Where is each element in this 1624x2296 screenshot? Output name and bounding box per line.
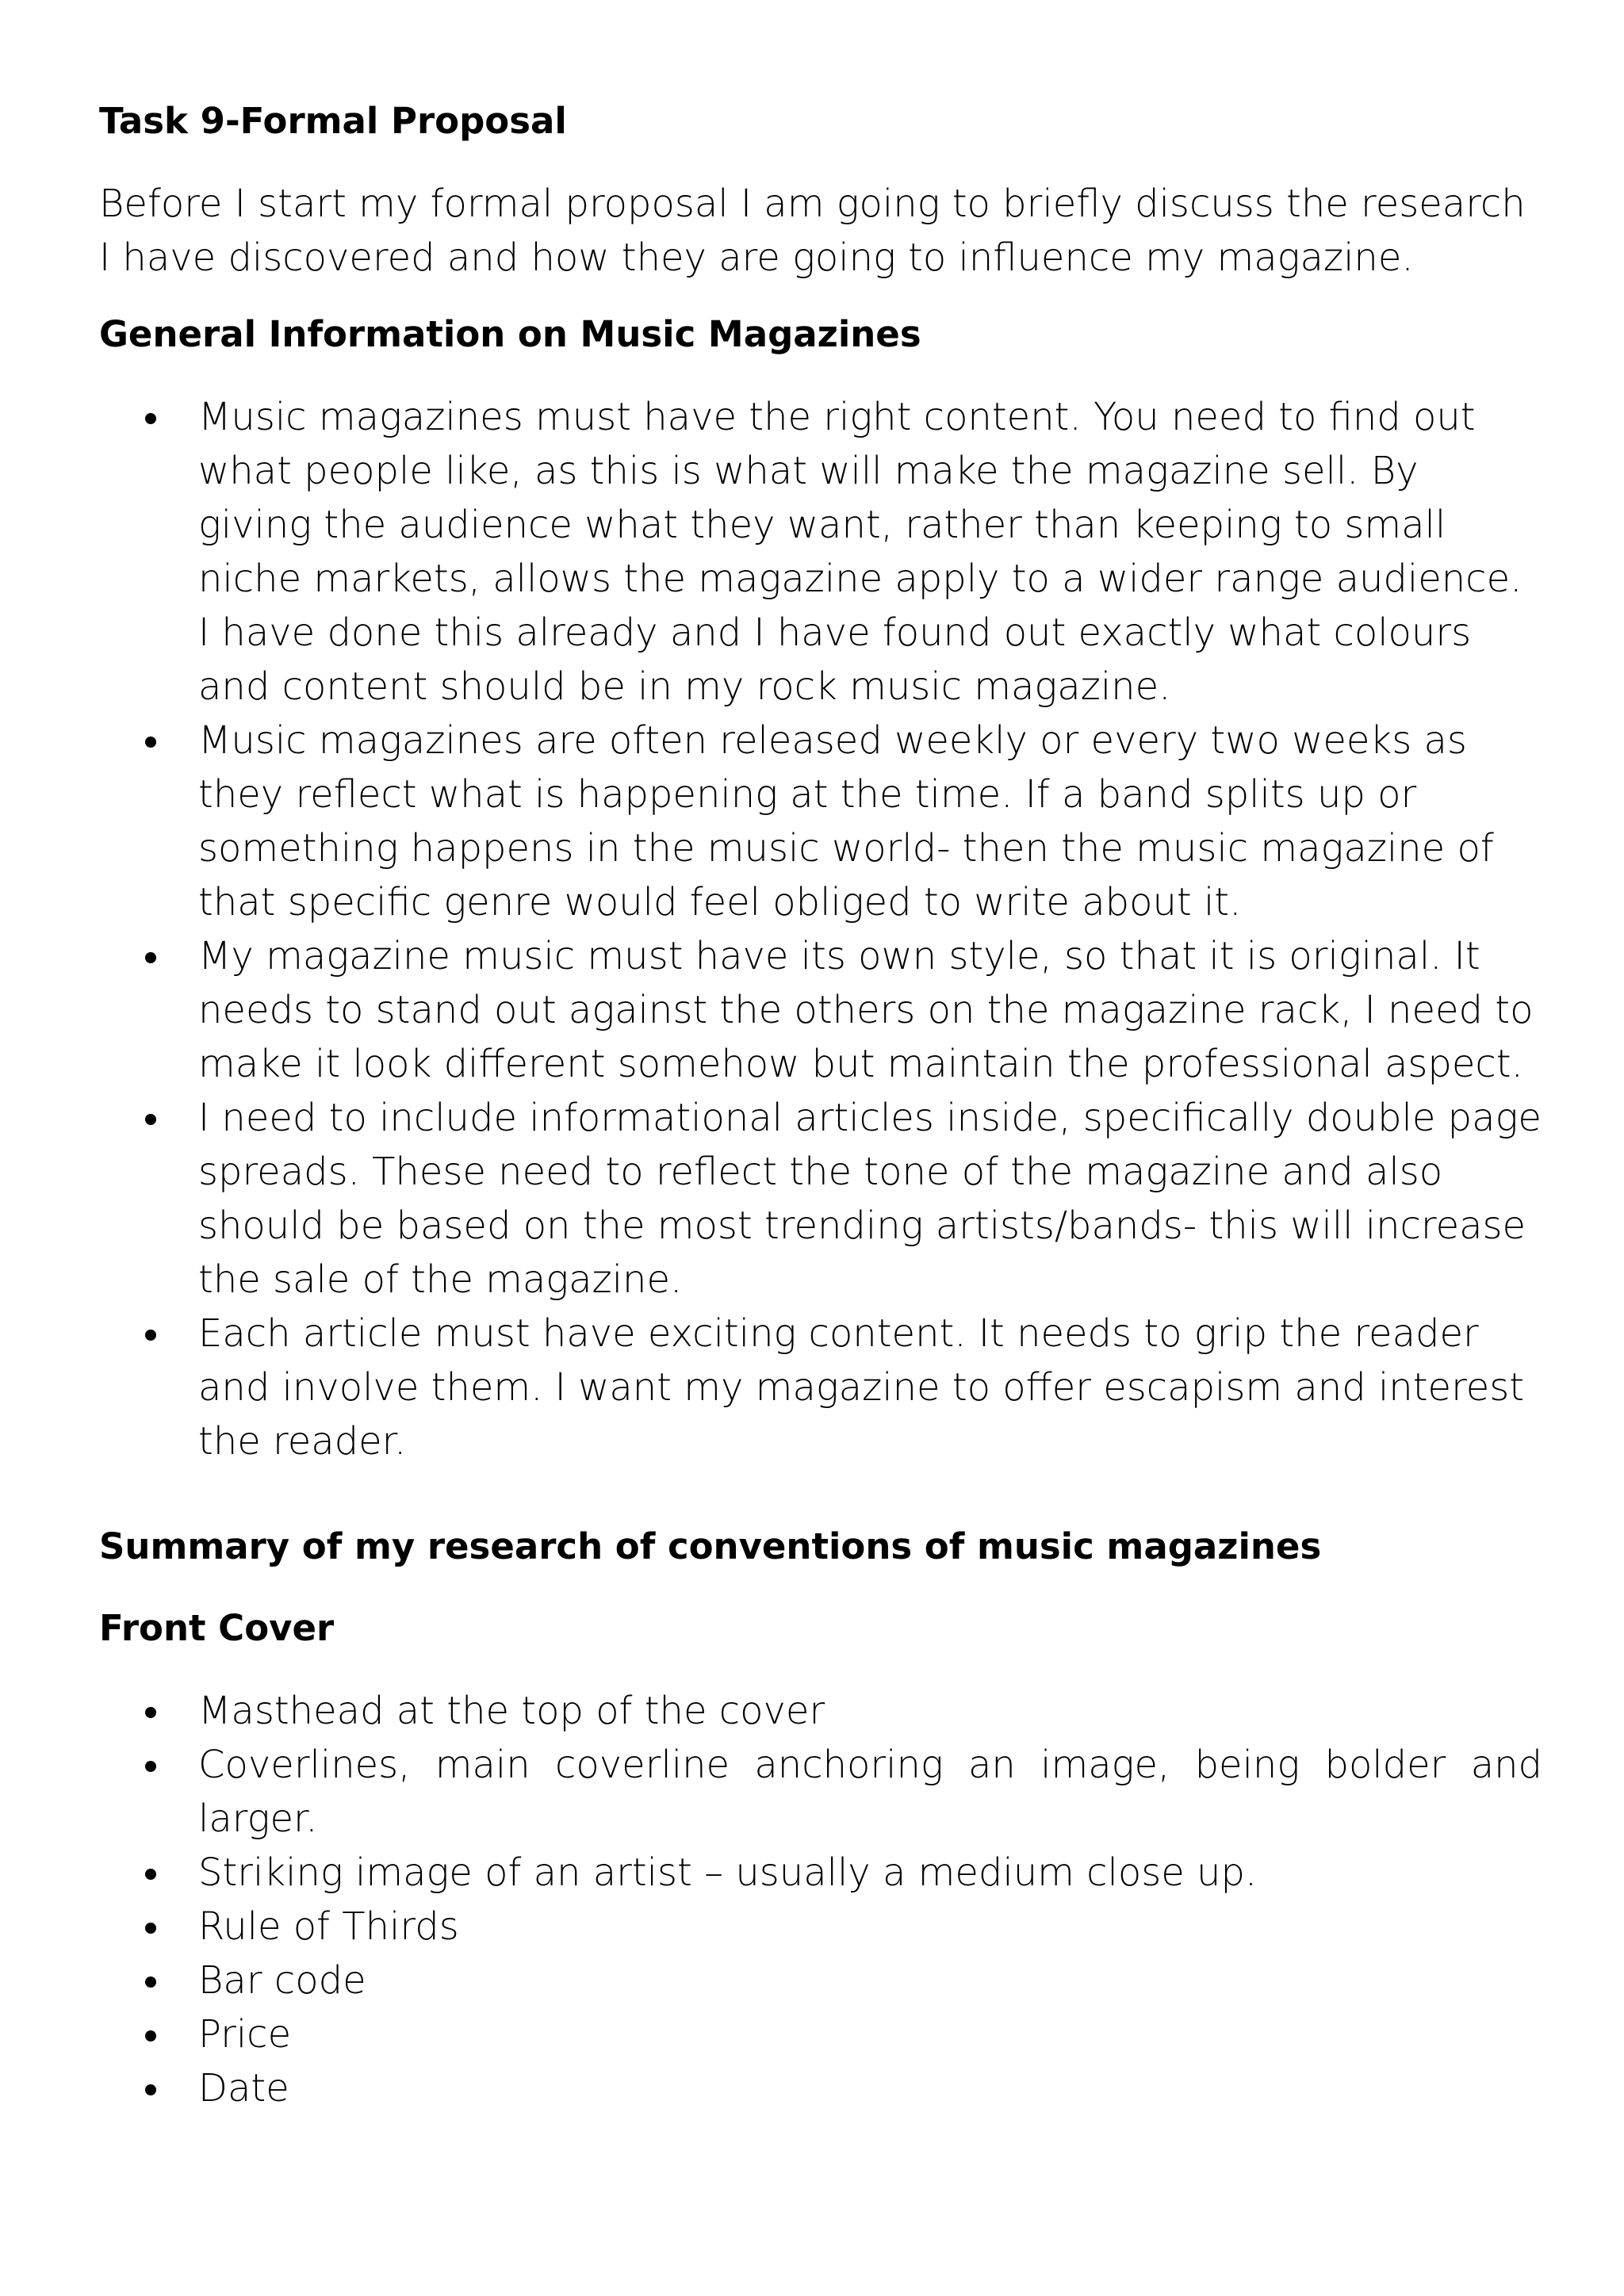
list-item: I need to include informational articles inside, specifically double page spreads. These need to reflect the tone of the magazine and also should be based on the most trending artists/bands- this will increase the sale of the magazine. [99, 1091, 1542, 1307]
front-cover-heading: Front Cover [99, 1607, 335, 1649]
general-info-list [99, 390, 1542, 1468]
list-item: Striking image of an artist – usually a medium close up. [99, 1846, 1542, 1900]
document-title: Task 9-Formal Proposal [99, 100, 567, 142]
bullet-icon [145, 1330, 156, 1341]
list-item: My magazine music must have its own style, so that it is original. It needs to stand out against the others on the magazine rack, I need to make it look different somehow but maintain the professional aspect. [99, 929, 1542, 1091]
bullet-icon [145, 737, 156, 748]
front-cover-list [99, 1684, 1542, 2115]
list-item: Music magazines must have the right content. You need to find out what people like, as this is what will make the magazine sell. By giving the audience what they want, rather than keeping to small niche markets, allows the magazine apply to a wider range audience. I have done this already and I have found out exactly what colours and content should be in my rock music magazine. [99, 390, 1542, 714]
list-item: Music magazines are often released weekly or every two weeks as they reflect what is happening at the time. If a band splits up or something happens in the music world- then the music magazine of that specific genre would feel obliged to write about it. [99, 714, 1542, 929]
bullet-icon [145, 1923, 156, 1934]
bullet-icon [145, 1869, 156, 1880]
bullet-icon [145, 1761, 156, 1772]
summary-heading: Summary of my research of conventions of music magazines [99, 1525, 1322, 1567]
list-item: Date [99, 2061, 1542, 2115]
list-item: Bar code [99, 1954, 1542, 2007]
bullet-icon [145, 2030, 156, 2042]
document-page [99, 95, 1542, 2115]
bullet-icon [145, 952, 156, 963]
list-item: Rule of Thirds [99, 1900, 1542, 1954]
bullet-icon [145, 1114, 156, 1125]
list-item: Coverlines, main coverline anchoring an image, being bolder and larger. [99, 1738, 1542, 1846]
general-info-heading: General Information on Music Magazines [99, 313, 921, 355]
bullet-icon [145, 1976, 156, 1988]
bullet-icon [145, 1707, 156, 1718]
intro-paragraph: Before I start my formal proposal I am going to briefly discuss the research I have discovered and how they are going to influence my magazine. [99, 182, 1526, 280]
list-item: Each article must have exciting content. It needs to grip the reader and involve them. I want my magazine to offer escapism and interest the reader. [99, 1307, 1542, 1468]
list-item: Masthead at the top of the cover [99, 1684, 1542, 1738]
bullet-icon [145, 413, 156, 424]
list-item: Price [99, 2007, 1542, 2061]
bullet-icon [145, 2084, 156, 2095]
